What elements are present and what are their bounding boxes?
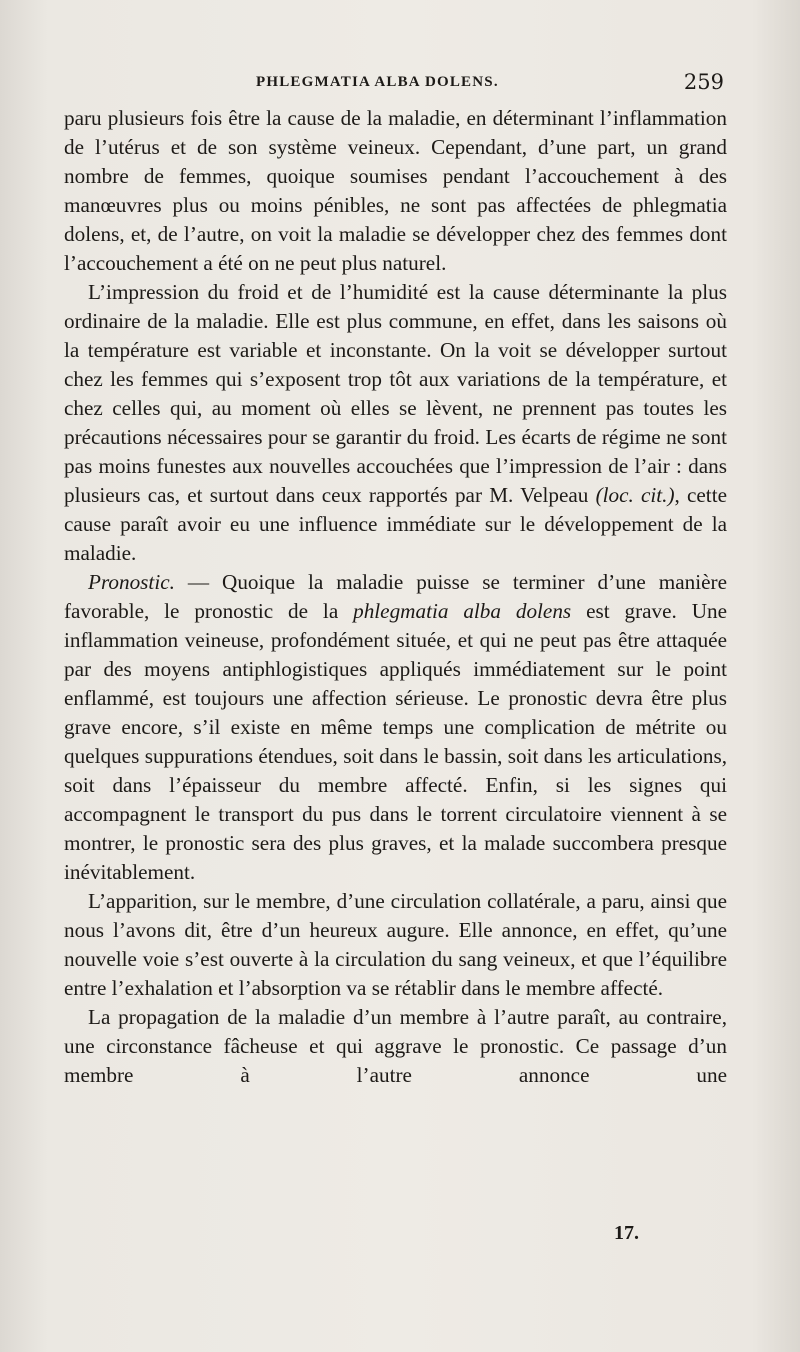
paragraph-5 <box>64 1003 727 1090</box>
paragraph-2-citation: (loc. cit.) <box>595 483 675 507</box>
paragraph-1-text: paru plusieurs fois être la cause de la maladie, en déterminant l’inflammation de l’utérus et de son système veineux. Cependant, d’une part, un grand nombre de femmes, quoique soumises pendant l’accouchement à des manœuvres plus ou moins pénibles, ne sont pas affectées de phlegmatia dolens, et, de l’autre, on voit la maladie se développer chez des femmes dont l’accouchement a été on ne peut plus naturel. <box>64 106 727 275</box>
running-title: PHLEGMATIA ALBA DOLENS. <box>256 74 499 90</box>
paragraph-4 <box>64 887 727 1003</box>
paragraph-4-text: L’apparition, sur le membre, d’une circulation collatérale, a paru, ainsi que nous l’avons dit, être d’un heureux augure. Elle annonce, en effet, qu’une nouvelle voie s’est ouverte à la circulation du sang veineux, et que l’équilibre entre l’exhalation et l’absorption va se rétablir dans le membre affecté. <box>64 889 727 1000</box>
page-number: 259 <box>683 70 724 94</box>
paragraph-1 <box>64 104 727 278</box>
paragraph-3-text: — Quoique la maladie puisse se terminer d’une manière favorable, le pronostic de la <box>64 570 727 623</box>
paragraph-2-text: L’impression du froid et de l’humidité est la cause déterminante la plus ordinaire de la maladie. Elle est plus commune, en effet, dans les saisons où la température est variable et inconstante. On la voit se développer surtout chez les femmes qui s’exposent trop tôt aux variations de la température, et chez celles qui, au moment où elles se lèvent, ne prennent pas toutes les précautions nécessaires pour se garantir du froid. Les écarts de régime ne sont pas moins funestes aux nouvelles accouchées que l’impression de l’air : dans plusieurs cas, et surtout dans ceux rapportés par M. Velpeau <box>64 280 727 507</box>
paragraph-5-text: La propagation de la maladie d’un membre à l’autre paraît, au contraire, une circonstance fâcheuse et qui aggrave le pronostic. Ce passage d’un membre à l’autre annonce une <box>64 1005 727 1087</box>
signature-mark: 17. <box>614 1222 639 1244</box>
paragraph-3 <box>64 568 727 887</box>
body-text <box>64 104 727 1090</box>
paragraph-2 <box>64 278 727 568</box>
page-header <box>64 70 724 104</box>
section-label-pronostic: Pronostic. <box>88 570 175 594</box>
paragraph-3-italic-term: phlegmatia alba dolens <box>353 599 572 623</box>
paragraph-3-text-after: est grave. Une inflammation veineuse, profondément située, et qui ne peut pas être attaquée par des moyens antiphlogistiques appliqués immédiatement sur le point enflammé, est toujours une affection sérieuse. Le pronostic devra être plus grave encore, s’il existe en même temps une complication de métrite ou quelques suppurations étendues, soit dans le bassin, soit dans les articulations, soit dans l’épaisseur du membre affecté. Enfin, si les signes qui accompagnent le transport du pus dans le torrent circulatoire viennent à se montrer, le pronostic sera des plus graves, et la malade succombera presque inévitablement. <box>64 599 727 884</box>
paragraph-2-text-after: , cette cause paraît avoir eu une influence immédiate sur le développement de la maladie. <box>64 483 727 565</box>
